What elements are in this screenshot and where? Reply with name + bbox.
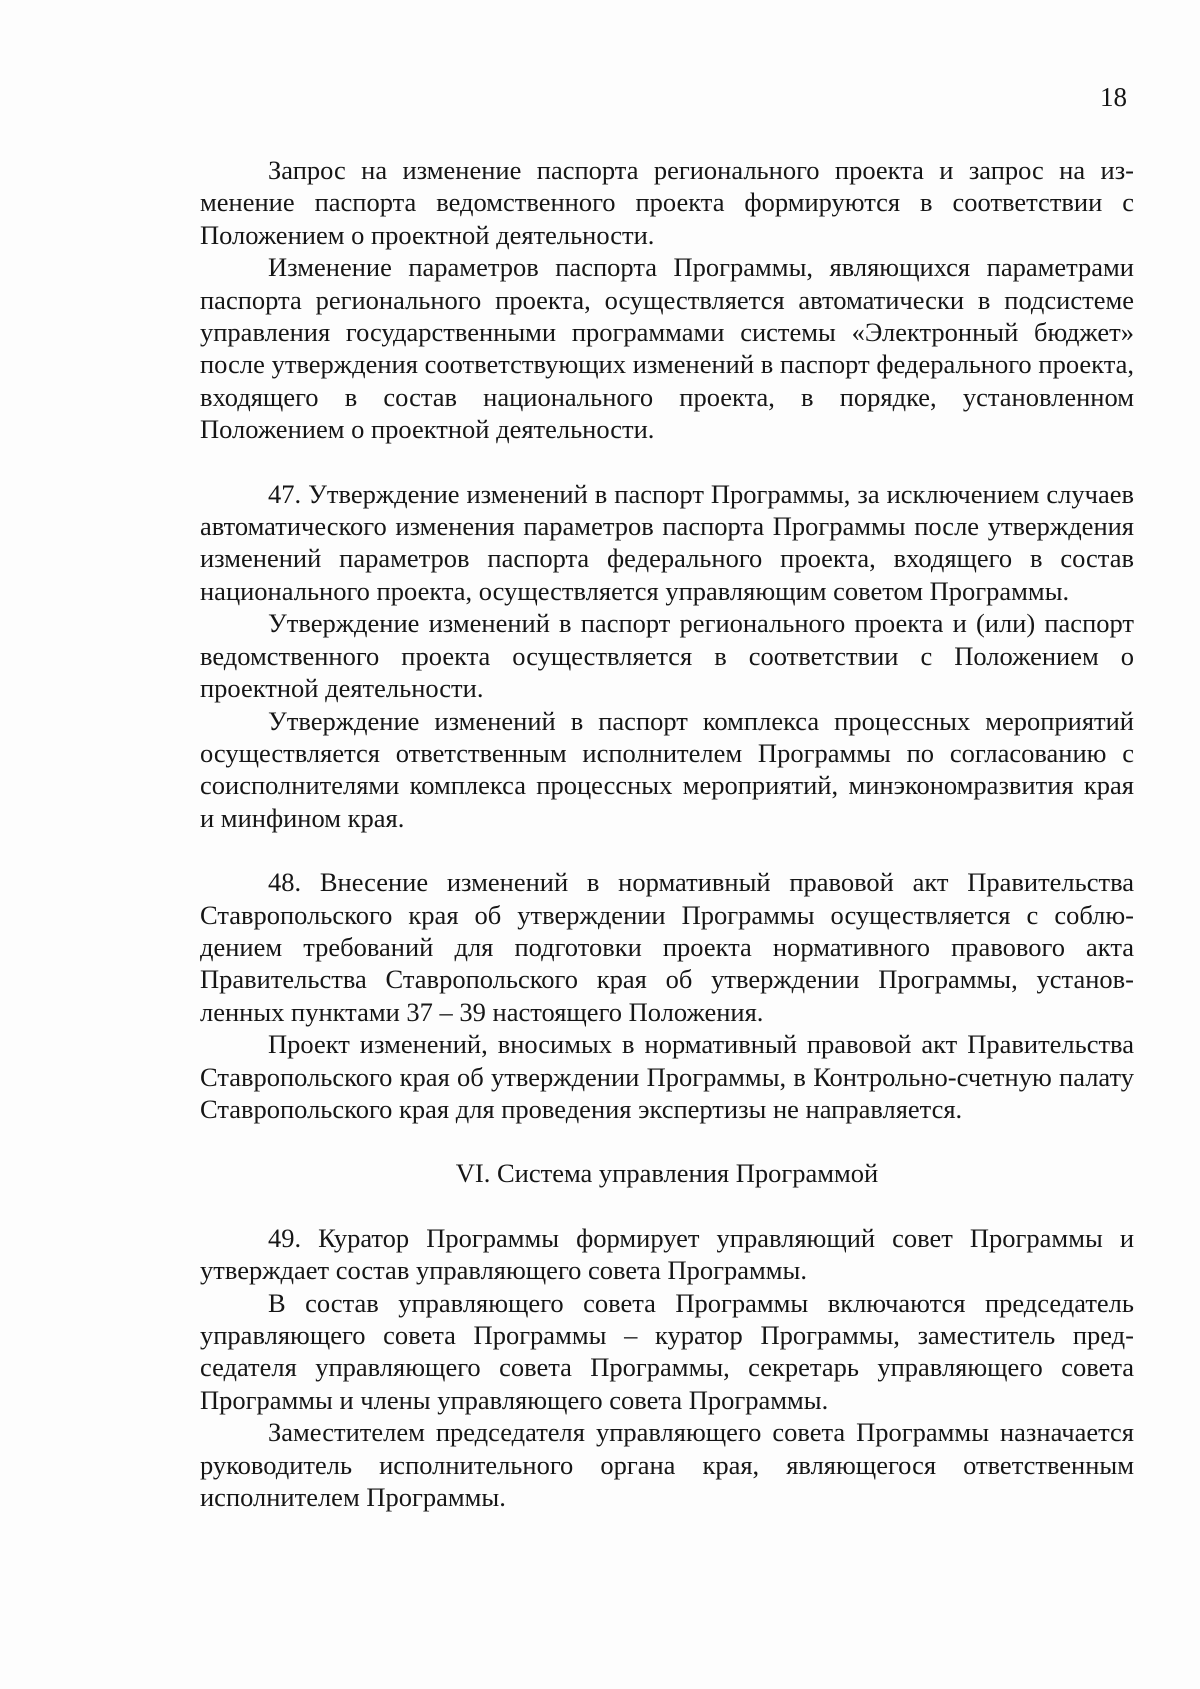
paragraph-item-48: 48. Внесение изменений в нормативный правовой акт Правительства Ставропольского края об утверждении Программы осуществляется с соблюдением требований для подготовки проекта нормативного правового акта Правительства Ставропольского края об утверждении Программы, установленных пунктами 37 – 39 настоящего Положения.: [200, 867, 1134, 1027]
paragraph-gap: [200, 1125, 1134, 1157]
paragraph-deputy-chairman: Заместителем председателя управляющего совета Программы назначается руководитель исполнительного органа края, являющегося ответственным исполнителем Программы.: [200, 1417, 1134, 1513]
paragraph-process-complex-approval: Утверждение изменений в паспорт комплекса процессных мероприятий осуществляется ответственным исполнителем Программы по согласованию с соисполнителями комплекса процессных мероприятий, минэкономразвития края и минфином края.: [200, 705, 1134, 833]
paragraph-regional-project-approval: Утверждение изменений в паспорт регионального проекта и (или) паспорт ведомственного проекта осуществляется в соответствии с Положением о проектной деятельности.: [200, 608, 1134, 704]
paragraph-draft-changes-expertise: Проект изменений, вносимых в нормативный правовой акт Правительства Ставропольского края об утверждении Программы, в Контрольно-счетную палату Ставропольского края для проведения экспертизы не направляется.: [200, 1029, 1134, 1124]
paragraph-gap: [200, 834, 1134, 866]
document-body: [200, 154, 1134, 1513]
paragraph-passport-change-request: Запрос на изменение паспорта регионального проекта и запрос на изменение паспорта ведомственного проекта формируются в соответствии с Положением о проектной деятельности.: [200, 155, 1134, 250]
paragraph-item-47: 47. Утверждение изменений в паспорт Программы, за исключением случаев автоматического изменения параметров паспорта Программы после утверждения изменений параметров паспорта федерального проекта, входящего в состав национального проекта, осуществляется управляющим советом Программы.: [200, 478, 1134, 606]
paragraph-gap: [200, 1190, 1134, 1222]
paragraph-automatic-parameter-change: Изменение параметров паспорта Программы, являющихся параметрами паспорта регионального проекта, осуществляется автоматически в подсистеме управления государственными программами системы «Электронный бюджет» после утверждения соответствующих изменений в паспорт федерального проекта, входящего в состав национального проекта, в порядке, установленном Положением о проектной деятельности.: [200, 252, 1134, 445]
section-heading: VI. Система управления Программой: [455, 1158, 879, 1189]
page-number: 18: [1100, 82, 1127, 112]
paragraph-gap: [200, 446, 1134, 478]
paragraph-item-49: 49. Куратор Программы формирует управляющий совет Программы и утверждает состав управляющего совета Программы.: [200, 1222, 1134, 1286]
paragraph-council-composition: В состав управляющего совета Программы включаются председатель управляющего совета Программы – куратор Программы, заместитель председателя управляющего совета Программы, секретарь управляющего совета Программы и члены управляющего совета Программы.: [200, 1287, 1134, 1415]
